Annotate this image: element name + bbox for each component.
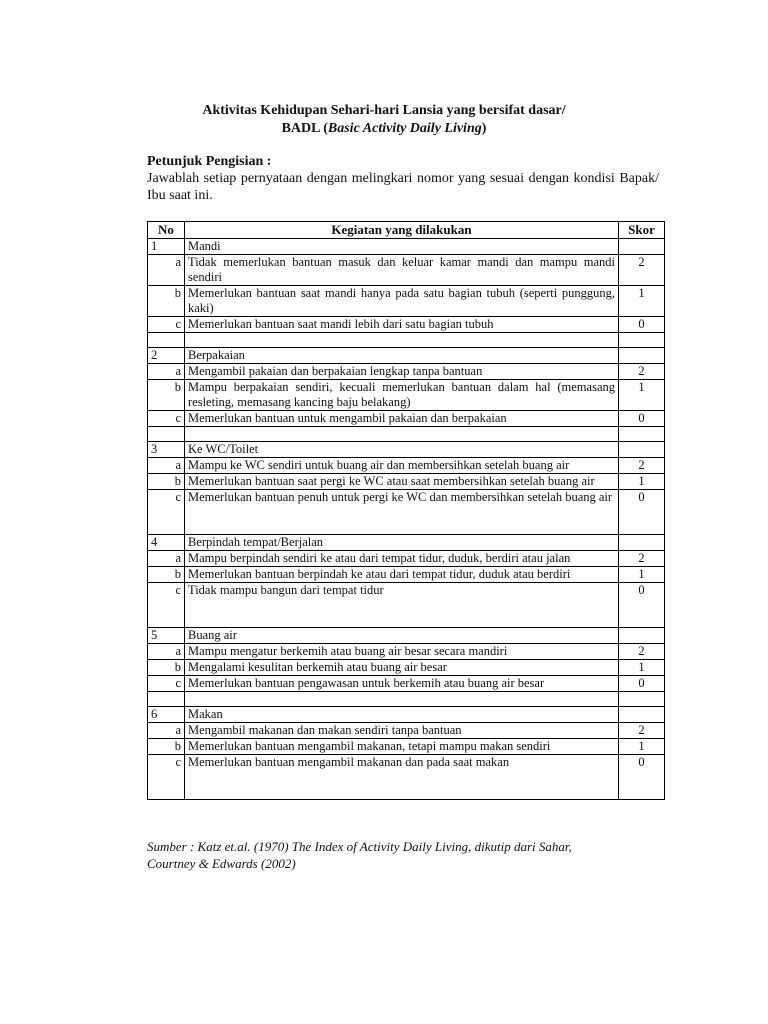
header-score: Skor <box>619 222 665 239</box>
item-description: Mengambil makanan dan makan sendiri tanpa bantuan <box>185 723 619 739</box>
activity-item-row <box>148 723 665 739</box>
activity-item-row <box>148 551 665 567</box>
item-description: Mengalami kesulitan berkemih atau buang air besar <box>185 660 619 676</box>
item-score: 0 <box>619 755 665 800</box>
group-number: 2 <box>148 348 185 364</box>
title-prefix: BADL ( <box>281 121 328 136</box>
item-description: Memerlukan bantuan untuk mengambil pakaian dan berpakaian <box>185 411 619 427</box>
group-score-cell <box>619 239 665 255</box>
group-score-cell <box>619 535 665 551</box>
spacer-cell <box>185 427 619 442</box>
item-score: 1 <box>619 286 665 317</box>
activity-item-row <box>148 380 665 411</box>
item-score: 2 <box>619 255 665 286</box>
group-name: Berpindah tempat/Berjalan <box>185 535 619 551</box>
activity-item-row <box>148 739 665 755</box>
item-description: Memerlukan bantuan pengawasan untuk berkemih atau buang air besar <box>185 676 619 692</box>
activity-item-row <box>148 567 665 583</box>
header-no: No <box>148 222 185 239</box>
spacer-row <box>148 333 665 348</box>
spacer-cell <box>185 333 619 348</box>
instructions-text: Jawablah setiap pernyataan dengan melingkari nomor yang sesuai dengan kondisi Bapak/ Ibu saat ini. <box>147 171 659 203</box>
item-description: Memerlukan bantuan penuh untuk pergi ke WC dan membersihkan setelah buang air <box>185 490 619 535</box>
item-description: Memerlukan bantuan saat mandi hanya pada satu bagian tubuh (seperti punggung, kaki) <box>185 286 619 317</box>
item-letter: a <box>148 551 185 567</box>
group-name: Ke WC/Toilet <box>185 442 619 458</box>
spacer-cell <box>148 692 185 707</box>
activity-item-row <box>148 490 665 535</box>
item-score: 2 <box>619 551 665 567</box>
item-letter: b <box>148 739 185 755</box>
source-citation: Sumber : Katz et.al. (1970) The Index of Activity Daily Living, dikutip dari Sahar, Courtney & Edwards (2002) <box>147 839 572 871</box>
item-letter: b <box>148 286 185 317</box>
document-title-line1: Aktivitas Kehidupan Sehari-hari Lansia yang bersifat dasar/ <box>202 103 566 118</box>
spacer-row <box>148 692 665 707</box>
group-number: 6 <box>148 707 185 723</box>
title-suffix: ) <box>481 121 487 136</box>
item-score: 1 <box>619 739 665 755</box>
group-score-cell <box>619 628 665 644</box>
document-title-line2 <box>0 120 768 137</box>
item-description: Memerlukan bantuan berpindah ke atau dari tempat tidur, duduk atau berdiri <box>185 567 619 583</box>
item-score: 0 <box>619 411 665 427</box>
group-number: 3 <box>148 442 185 458</box>
item-letter: a <box>148 644 185 660</box>
item-score: 0 <box>619 490 665 535</box>
item-letter: c <box>148 490 185 535</box>
item-letter: c <box>148 676 185 692</box>
activity-item-row <box>148 583 665 628</box>
group-score-cell <box>619 442 665 458</box>
item-letter: a <box>148 364 185 380</box>
instructions-heading: Petunjuk Pengisian : <box>147 154 272 169</box>
group-name: Berpakaian <box>185 348 619 364</box>
item-letter: b <box>148 567 185 583</box>
activity-group-row <box>148 239 665 255</box>
item-score: 2 <box>619 364 665 380</box>
spacer-cell <box>185 692 619 707</box>
item-description: Memerlukan bantuan saat mandi lebih dari satu bagian tubuh <box>185 317 619 333</box>
spacer-cell <box>619 427 665 442</box>
item-score: 1 <box>619 567 665 583</box>
activity-item-row <box>148 644 665 660</box>
spacer-cell <box>148 427 185 442</box>
item-score: 1 <box>619 380 665 411</box>
item-letter: b <box>148 380 185 411</box>
item-score: 1 <box>619 660 665 676</box>
item-letter: b <box>148 660 185 676</box>
group-score-cell <box>619 348 665 364</box>
group-name: Buang air <box>185 628 619 644</box>
item-score: 0 <box>619 676 665 692</box>
spacer-cell <box>619 692 665 707</box>
activity-item-row <box>148 755 665 800</box>
item-letter: b <box>148 474 185 490</box>
table-body <box>148 239 665 800</box>
activity-group-row <box>148 348 665 364</box>
item-description: Mampu ke WC sendiri untuk buang air dan membersihkan setelah buang air <box>185 458 619 474</box>
activity-group-row <box>148 535 665 551</box>
item-description: Memerlukan bantuan saat pergi ke WC atau saat membersihkan setelah buang air <box>185 474 619 490</box>
activity-item-row <box>148 364 665 380</box>
item-score: 2 <box>619 458 665 474</box>
item-description: Mampu berpakaian sendiri, kecuali memerlukan bantuan dalam hal (memasang resleting, memasang kancing baju belakang) <box>185 380 619 411</box>
spacer-cell <box>148 333 185 348</box>
item-score: 0 <box>619 583 665 628</box>
item-score: 1 <box>619 474 665 490</box>
activity-group-row <box>148 707 665 723</box>
activity-item-row <box>148 411 665 427</box>
item-letter: c <box>148 583 185 628</box>
item-letter: c <box>148 755 185 800</box>
item-description: Tidak memerlukan bantuan masuk dan keluar kamar mandi dan mampu mandi sendiri <box>185 255 619 286</box>
activity-group-row <box>148 442 665 458</box>
item-description: Memerlukan bantuan mengambil makanan, tetapi mampu makan sendiri <box>185 739 619 755</box>
group-name: Makan <box>185 707 619 723</box>
group-number: 1 <box>148 239 185 255</box>
item-description: Mengambil pakaian dan berpakaian lengkap tanpa bantuan <box>185 364 619 380</box>
group-score-cell <box>619 707 665 723</box>
group-name: Mandi <box>185 239 619 255</box>
activity-group-row <box>148 628 665 644</box>
group-number: 4 <box>148 535 185 551</box>
item-score: 2 <box>619 644 665 660</box>
item-letter: c <box>148 317 185 333</box>
item-score: 2 <box>619 723 665 739</box>
item-letter: a <box>148 723 185 739</box>
spacer-row <box>148 427 665 442</box>
item-description: Tidak mampu bangun dari tempat tidur <box>185 583 619 628</box>
activity-item-row <box>148 286 665 317</box>
header-activity: Kegiatan yang dilakukan <box>185 222 619 239</box>
activity-item-row <box>148 676 665 692</box>
item-score: 0 <box>619 317 665 333</box>
item-letter: c <box>148 411 185 427</box>
activity-item-row <box>148 317 665 333</box>
activity-item-row <box>148 458 665 474</box>
badl-table <box>147 221 665 800</box>
title-italic: Basic Activity Daily Living <box>327 121 482 136</box>
item-letter: a <box>148 458 185 474</box>
item-description: Memerlukan bantuan mengambil makanan dan pada saat makan <box>185 755 619 800</box>
table-header-row <box>148 222 665 239</box>
activity-item-row <box>148 255 665 286</box>
spacer-cell <box>619 333 665 348</box>
activity-item-row <box>148 660 665 676</box>
group-number: 5 <box>148 628 185 644</box>
item-description: Mampu berpindah sendiri ke atau dari tempat tidur, duduk, berdiri atau jalan <box>185 551 619 567</box>
item-letter: a <box>148 255 185 286</box>
item-description: Mampu mengatur berkemih atau buang air besar secara mandiri <box>185 644 619 660</box>
activity-item-row <box>148 474 665 490</box>
